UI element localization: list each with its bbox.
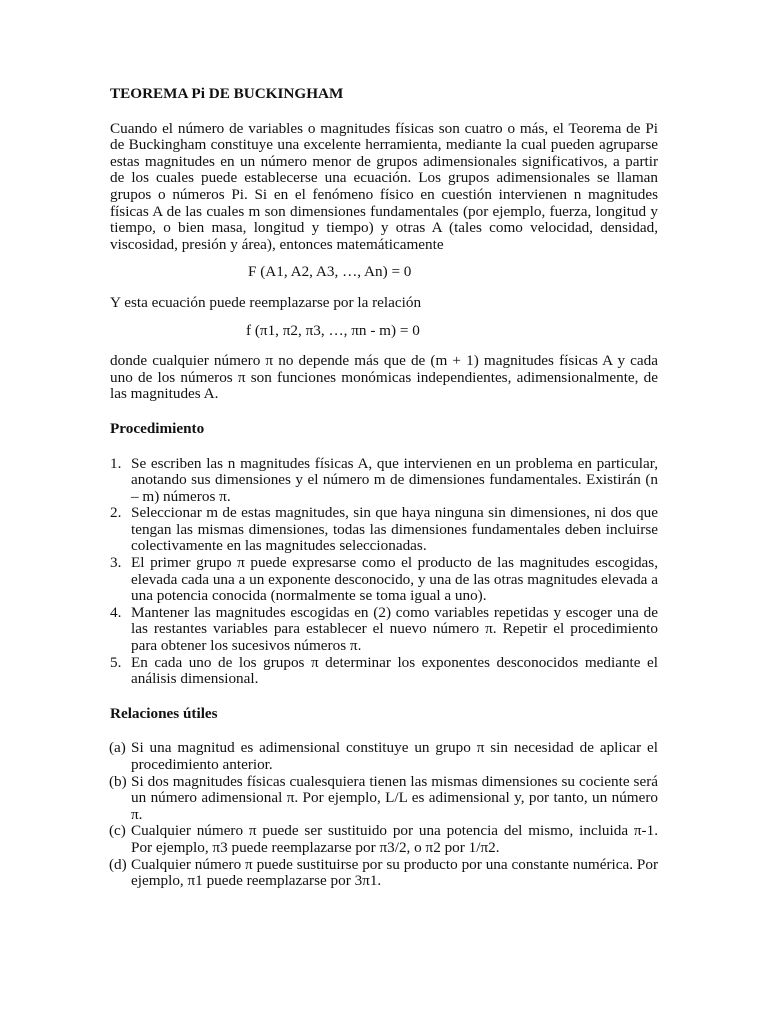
- step-number: 4.: [110, 603, 122, 621]
- relation-item: [110, 857, 658, 890]
- relation-label: (c): [109, 822, 126, 840]
- step-number: 1.: [110, 454, 122, 472]
- relation-label: (b): [109, 772, 127, 790]
- equation-function-F: F (A1, A2, A3, …, An) = 0: [248, 263, 412, 281]
- document-page: [110, 86, 658, 890]
- relation-item: [110, 740, 658, 773]
- step-text: Mantener las magnitudes escogidas en (2) como variables repetidas y escoger una de las restantes variables para establecer el nuevo número π. Repetir el procedimiento para obtener los sucesivos números π.: [131, 603, 658, 655]
- procedure-step: [110, 555, 658, 605]
- procedure-step: [110, 655, 658, 688]
- relation-text: Y esta ecuación puede reemplazarse por la relación: [110, 293, 422, 311]
- relation-text: Si una magnitud es adimensional constituye un grupo π sin necesidad de aplicar el procedimiento anterior.: [131, 739, 658, 773]
- step-number: 3.: [110, 554, 122, 572]
- procedure-list: [110, 456, 658, 688]
- equation-function-f: f (π1, π2, π3, …, πn - m) = 0: [246, 321, 420, 339]
- document-title: TEOREMA Pi DE BUCKINGHAM: [110, 85, 344, 102]
- step-text: Se escriben las n magnitudes físicas A, que intervienen en un problema en particular, anotando sus dimensiones y el número m de dimensiones fundamentales. Existirán (n – m) números π.: [131, 454, 658, 505]
- relation-text: Cualquier número π puede ser sustituido por una potencia del mismo, incluida π-1. Por ejemplo, π3 puede reemplazarse por π3/2, o π2 por 1/π2.: [131, 822, 658, 856]
- procedure-step: [110, 505, 658, 555]
- step-text: Seleccionar m de estas magnitudes, sin que haya ninguna sin dimensiones, ni dos que tengan las mismas dimensiones, todas las dimensiones fundamentales deben incluirse colectivamente en las magnitudes seleccionadas.: [131, 504, 658, 555]
- relation-text: Si dos magnitudes físicas cualesquiera tienen las mismas dimensiones su cociente será un número adimensional π. Por ejemplo, L/L es adimensional y, por tanto, un número π.: [131, 772, 658, 823]
- intro-paragraph: Cuando el número de variables o magnitudes físicas son cuatro o más, el Teorema de Pi de Buckingham constituye una excelente herramienta, mediante la cual pueden agruparse estas magnitudes en un número menor de grupos adimensionales significativos, a partir de los cuales puede establecerse una ecuación. Los grupos adimensionales se llaman grupos o números Pi. Si en el fenómeno físico en cuestión intervienen n magnitudes físicas A de las cuales m son dimensiones fundamentales (por ejemplo, fuerza, longitud y tiempo, o bien masa, longitud y tiempo) y otras A (tales como velocidad, densidad, viscosidad, presión y área), entonces matemáticamente: [110, 119, 658, 253]
- relation-label: (d): [109, 855, 127, 873]
- procedure-step: [110, 456, 658, 506]
- step-number: 5.: [110, 653, 122, 671]
- relations-heading: Relaciones útiles: [110, 704, 218, 722]
- relation-label: (a): [109, 739, 126, 757]
- pi-paragraph: donde cualquier número π no depende más que de (m + 1) magnitudes físicas A y cada uno de los números π son funciones monómicas independientes, adimensionalmente, de las magnitudes A.: [110, 352, 658, 403]
- relation-item: [110, 823, 658, 856]
- relations-list: [110, 740, 658, 889]
- procedure-heading: Procedimiento: [110, 419, 205, 437]
- relation-item: [110, 774, 658, 824]
- step-number: 2.: [110, 504, 122, 522]
- step-text: El primer grupo π puede expresarse como el producto de las magnitudes escogidas, elevada cada una a un exponente desconocido, y una de las otras magnitudes elevada a una potencia conocida (normalmente se toma igual a uno).: [131, 554, 658, 605]
- procedure-step: [110, 605, 658, 655]
- step-text: En cada uno de los grupos π determinar los exponentes desconocidos mediante el análisis dimensional.: [131, 653, 658, 688]
- relation-text: Cualquier número π puede sustituirse por su producto por una constante numérica. Por ejemplo, π1 puede reemplazarse por 3π1.: [131, 855, 658, 890]
